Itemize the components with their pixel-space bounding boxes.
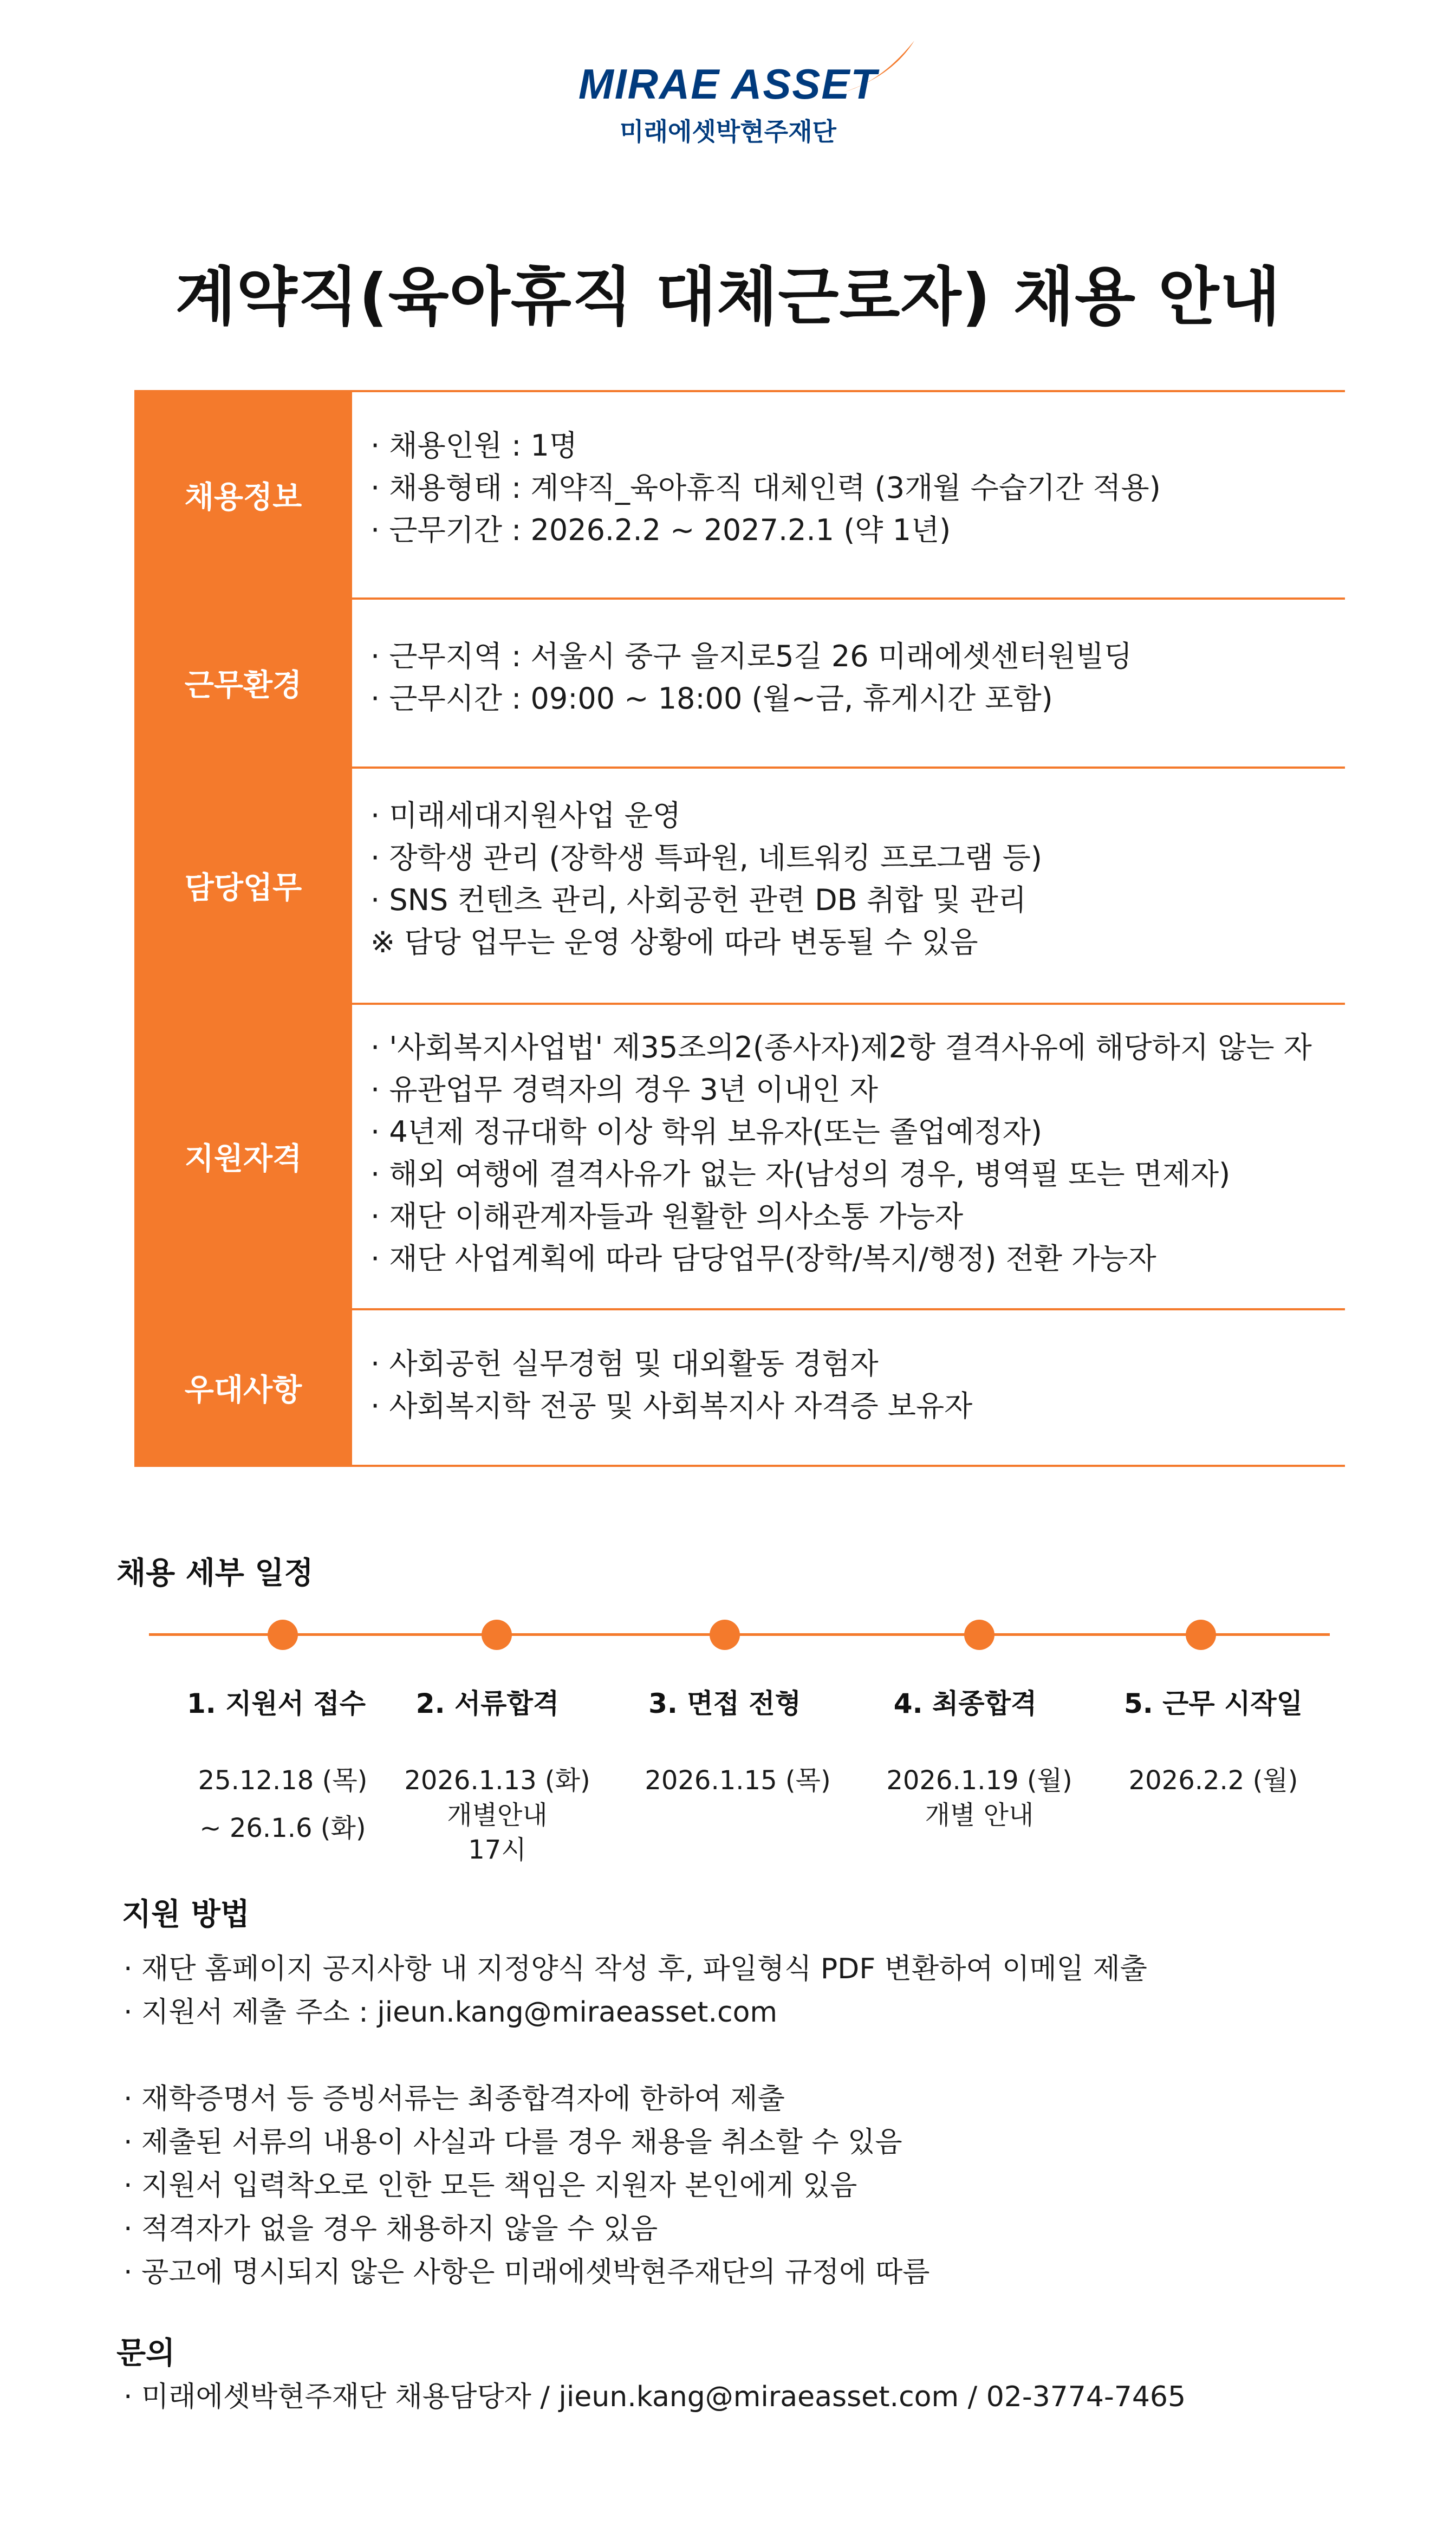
- apply-line: · 재단 홈페이지 공지사항 내 지정양식 작성 후, 파일형식 PDF 변환하여 이메일 제출: [123, 1953, 1147, 1985]
- info-row-qualifications: [134, 1005, 1345, 1310]
- logo-wordmark: [578, 60, 877, 109]
- schedule-step-date: [619, 1763, 857, 1798]
- date-line: ~ 26.1.6 (화): [199, 1813, 366, 1843]
- apply-lines: [123, 1947, 1147, 2034]
- info-line: · 재단 사업계획에 따라 담당업무(장학/복지/행정) 전환 가능자: [370, 1242, 1156, 1276]
- apply-heading: 지원 방법: [122, 1897, 250, 1932]
- schedule-step-date: [164, 1763, 402, 1846]
- row-label: 채용정보: [134, 392, 352, 597]
- timeline-dot: [1186, 1620, 1216, 1650]
- date-line: 개별 안내: [925, 1800, 1034, 1830]
- info-line: · 유관업무 경력자의 경우 3년 이내인 자: [370, 1073, 878, 1107]
- logo-name: MIRAE ASSET: [578, 60, 878, 108]
- info-line: ※ 담당 업무는 운영 상황에 따라 변동될 수 있음: [370, 925, 978, 959]
- row-label: 담당업무: [134, 769, 352, 1003]
- row-label: 근무환경: [134, 600, 352, 766]
- info-table: [134, 390, 1345, 1467]
- info-line: · 해외 여행에 결격사유가 없는 자(남성의 경우, 병역필 또는 면제자): [370, 1157, 1231, 1191]
- info-line: · 미래세대지원사업 운영: [370, 798, 681, 833]
- info-line: · 채용형태 : 계약직_육아휴직 대체인력 (3개월 수습기간 적용): [370, 471, 1161, 505]
- row-body: [352, 600, 1345, 766]
- date-line: 2026.1.15 (목): [645, 1765, 831, 1796]
- contact-line: · 미래에셋박현주재단 채용담당자 / jieun.kang@miraeasset.com / 02-3774-7465: [123, 2381, 1186, 2413]
- logo-subtitle: 미래에셋박현주재단: [620, 117, 836, 146]
- logo: [0, 60, 1456, 148]
- apply-notes: [123, 2077, 930, 2294]
- apply-note: · 공고에 명시되지 않은 사항은 미래에셋박현주재단의 규정에 따름: [123, 2256, 930, 2289]
- date-line: 2026.1.13 (화): [404, 1765, 590, 1796]
- date-line: 2026.2.2 (월): [1128, 1765, 1298, 1796]
- info-row-duties: [134, 769, 1345, 1005]
- page-title: 계약직(육아휴직 대체근로자) 채용 안내: [175, 261, 1281, 334]
- info-line: · 사회복지학 전공 및 사회복지사 자격증 보유자: [370, 1389, 973, 1423]
- schedule-heading: 채용 세부 일정: [116, 1556, 314, 1591]
- date-line: 2026.1.19 (월): [886, 1765, 1072, 1796]
- schedule-step-title: 3. 면접 전형: [648, 1688, 801, 1719]
- row-body: [352, 1310, 1345, 1465]
- info-line: · 근무지역 : 서울시 중구 을지로5길 26 미래에셋센터원빌딩: [370, 639, 1133, 673]
- contact-heading: 문의: [116, 2336, 176, 2371]
- schedule-step-title: 2. 서류합격: [415, 1688, 560, 1719]
- apply-line: · 지원서 제출 주소 : jieun.kang@miraeasset.com: [123, 1996, 778, 2029]
- info-line: · 근무기간 : 2026.2.2 ~ 2027.2.1 (약 1년): [370, 513, 951, 547]
- info-line: · SNS 컨텐츠 관리, 사회공헌 관련 DB 취합 및 관리: [370, 883, 1027, 917]
- schedule-step-title: 1. 지원서 접수: [186, 1688, 366, 1719]
- date-line: 17시: [468, 1835, 526, 1865]
- contact-block: [123, 2375, 1186, 2419]
- timeline-dot: [964, 1620, 994, 1650]
- apply-note: · 적격자가 없을 경우 채용하지 않을 수 있음: [123, 2213, 658, 2245]
- schedule-step-title: 4. 최종합격: [893, 1688, 1037, 1719]
- timeline-dot: [268, 1620, 298, 1650]
- apply-note: · 재학증명서 등 증빙서류는 최종합격자에 한하여 제출: [123, 2083, 785, 2115]
- apply-note: · 제출된 서류의 내용이 사실과 다를 경우 채용을 취소할 수 있음: [123, 2126, 902, 2159]
- logo-swoosh-icon: [838, 38, 920, 98]
- info-line: · '사회복지사업법' 제35조의2(종사자)제2항 결격사유에 해당하지 않는 자: [370, 1030, 1312, 1064]
- info-row-environment: [134, 600, 1345, 769]
- info-line: · 4년제 정규대학 이상 학위 보유자(또는 졸업예정자): [370, 1115, 1042, 1149]
- apply-note: · 지원서 입력착오로 인한 모든 책임은 지원자 본인에게 있음: [123, 2169, 857, 2202]
- schedule-step-title: 5. 근무 시작일: [1123, 1688, 1303, 1719]
- schedule-step-date: [1094, 1763, 1332, 1798]
- info-line: · 재단 이해관계자들과 원활한 의사소통 가능자: [370, 1199, 964, 1233]
- info-row-recruit: [134, 392, 1345, 600]
- info-line: · 장학생 관리 (장학생 특파원, 네트워킹 프로그램 등): [370, 841, 1042, 875]
- schedule-step-date: [378, 1763, 616, 1867]
- date-line: 개별안내: [447, 1800, 548, 1830]
- info-row-preferred: [134, 1310, 1345, 1467]
- timeline-dot: [482, 1620, 512, 1650]
- date-line: 25.12.18 (목): [198, 1765, 368, 1796]
- schedule-step-date: [860, 1763, 1098, 1833]
- row-label: 우대사항: [134, 1310, 352, 1465]
- timeline-dot: [710, 1620, 740, 1650]
- row-body: [352, 1005, 1345, 1308]
- row-body: [352, 392, 1345, 597]
- info-line: · 사회공헌 실무경험 및 대외활동 경험자: [370, 1347, 879, 1381]
- row-body: [352, 769, 1345, 1003]
- info-line: · 근무시간 : 09:00 ~ 18:00 (월~금, 휴게시간 포함): [370, 681, 1053, 716]
- row-label: 지원자격: [134, 1005, 352, 1308]
- info-line: · 채용인원 : 1명: [370, 428, 578, 463]
